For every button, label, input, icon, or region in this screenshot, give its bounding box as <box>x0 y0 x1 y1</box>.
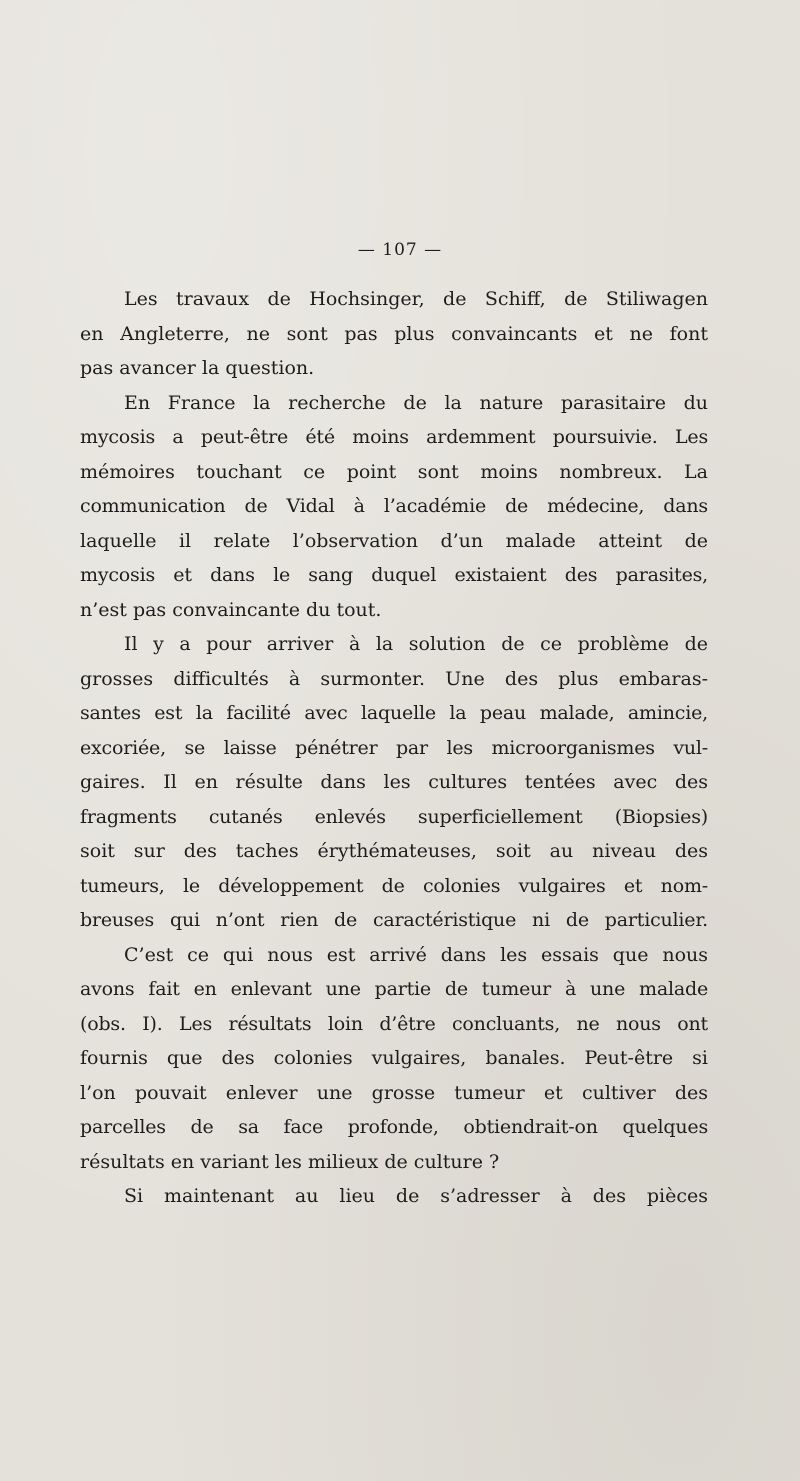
body-text <box>80 282 708 1214</box>
text-line: soit sur des taches érythémateuses, soit au niveau des <box>80 840 708 862</box>
text-line: santes est la facilité avec laquelle la peau malade, amincie, <box>80 702 708 724</box>
text-line: (obs. I). Les résultats loin d’être concluants, ne nous ont <box>80 1012 708 1035</box>
text-line: en Angleterre, ne sont pas plus convaincants et ne font <box>80 322 708 345</box>
text-line: tumeurs, le développement de colonies vulgaires et nom- <box>80 874 708 897</box>
text-line: avons fait en enlevant une partie de tumeur à une malade <box>80 978 708 1000</box>
text-line: En France la recherche de la nature parasitaire du <box>124 391 708 414</box>
text-line: résultats en variant les milieux de culture ? <box>80 1150 500 1173</box>
text-line: pas avancer la question. <box>80 357 315 379</box>
text-line: mycosis et dans le sang duquel existaient des parasites, <box>80 564 708 586</box>
text-line: laquelle il relate l’observation d’un malade atteint de <box>80 529 708 552</box>
page-number: — 107 — <box>357 240 443 260</box>
text-line: fragments cutanés enlevés superficiellement (Biopsies) <box>80 805 708 828</box>
text-line: parcelles de sa face profonde, obtiendrait-on quelques <box>80 1116 708 1138</box>
text-line: n’est pas convaincante du tout. <box>80 598 382 621</box>
text-line: mycosis a peut-être été moins ardemment poursuivie. Les <box>80 426 708 448</box>
text-line: communication de Vidal à l’académie de médecine, dans <box>80 495 708 517</box>
text-line: l’on pouvait enlever une grosse tumeur et cultiver des <box>80 1081 708 1104</box>
text-line: gaires. Il en résulte dans les cultures tentées avec des <box>80 771 708 793</box>
text-line: breuses qui n’ont rien de caractéristique ni de particulier. <box>80 909 708 931</box>
text-line: Les travaux de Hochsinger, de Schiff, de Stiliwagen <box>124 288 708 310</box>
text-line: mémoires touchant ce point sont moins nombreux. La <box>80 460 708 483</box>
text-line: grosses difficultés à surmonter. Une des plus embaras- <box>80 667 708 690</box>
text-line: Il y a pour arriver à la solution de ce problème de <box>124 633 708 655</box>
text-line: C’est ce qui nous est arrivé dans les essais que nous <box>124 943 708 966</box>
text-line: excoriée, se laisse pénétrer par les microorganismes vul- <box>80 736 708 759</box>
text-line: Si maintenant au lieu de s’adresser à des pièces <box>124 1185 708 1207</box>
text-line: fournis que des colonies vulgaires, banales. Peut-être si <box>80 1047 708 1069</box>
